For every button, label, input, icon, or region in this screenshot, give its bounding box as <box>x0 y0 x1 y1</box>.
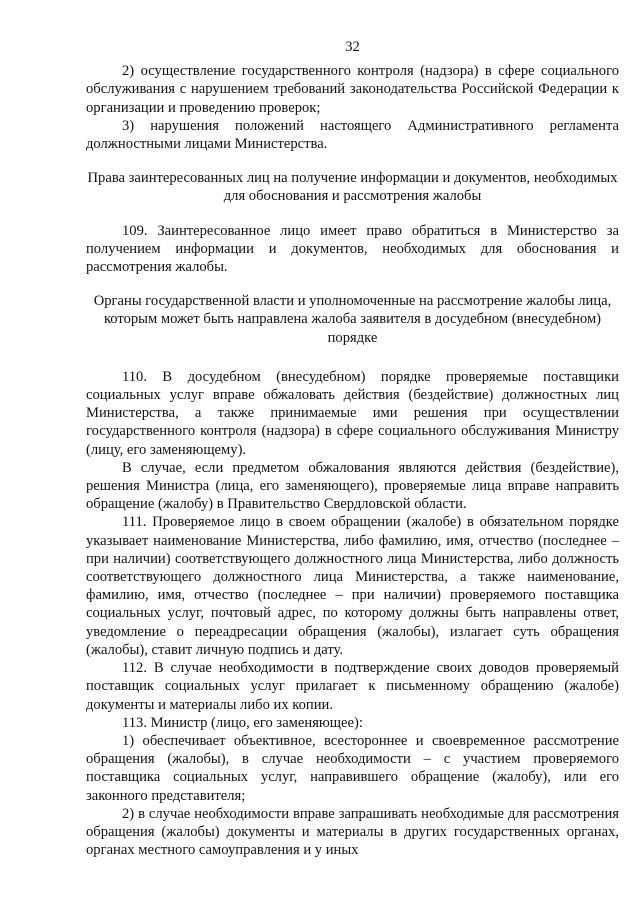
paragraph-110: 110. В досудебном (внесудебном) порядке проверяемые поставщики социальных услуг вправе обжаловать действия (бездействие) должностных лиц Министерства, а также принимаемые ими решения при осуществлении государственного контроля (надзора) в сфере социального обслуживания Министру (лицу, его заменяющему). <box>86 368 619 458</box>
paragraph-112: 112. В случае необходимости в подтверждение своих доводов проверяемый поставщик социальных услуг прилагает к письменному обращению (жалобе) документы и материалы либо их копии. <box>86 660 619 713</box>
paragraph-110-case: В случае, если предметом обжалования являются действия (бездействие), решения Министра (лица, его заменяющего), проверяемые лица вправе направить обращение (жалобу) в Правительство Свердловской области. <box>86 459 619 513</box>
paragraph-item-2: 2) осуществление государственного контроля (надзора) в сфере социального обслуживания с нарушением требований законодательства Российской Федерации к организации и проведению проверок; <box>86 63 619 116</box>
document-page <box>86 38 619 859</box>
paragraph-111: 111. Проверяемое лицо в своем обращении (жалобе) в обязательном порядке указывает наименование Министерства, либо фамилию, имя, отчество (последнее – при наличии) соответствующего должностного лица Министерства, либо должность соответствующего должностного лица Министерства, а также наименование, фамилию, имя, отчество (последнее – при наличии) проверяемого поставщика социальных услуг, почтовый адрес, по которому должны быть направлены ответ, уведомление о переадресации обращения (жалобы), излагает суть обращения (жалобы), ставит личную подпись и дату. <box>86 514 619 658</box>
section-heading-rights: Права заинтересованных лиц на получение информации и документов, необходимых для обоснования и рассмотрения жалобы <box>87 170 618 205</box>
paragraph-113: 113. Министр (лицо, его заменяющее): <box>122 714 363 731</box>
paragraph-109: 109. Заинтересованное лицо имеет право обратиться в Министерство за получением информации и документов, необходимых для обоснования и рассмотрения жалобы. <box>86 222 619 276</box>
section-heading-authorities: Органы государственной власти и уполномоченные на рассмотрение жалобы лица, которым может быть направлена жалоба заявителя в досудебном (внесудебном) порядке <box>93 293 612 346</box>
page-number: 32 <box>345 39 360 55</box>
paragraph-item-3: 3) нарушения положений настоящего Административного регламента должностными лицами Министерства. <box>86 117 619 153</box>
paragraph-113-1: 1) обеспечивает объективное, всестороннее и своевременное рассмотрение обращения (жалобы), в случае необходимости – с участием проверяемого поставщика социальных услуг, направившего обращение (жалобу), или его законного представителя; <box>86 732 619 804</box>
paragraph-113-2: 2) в случае необходимости вправе запрашивать необходимые для рассмотрения обращения (жалобы) документы и материалы в других государственных органах, органах местного самоуправления и у иных <box>86 805 619 859</box>
